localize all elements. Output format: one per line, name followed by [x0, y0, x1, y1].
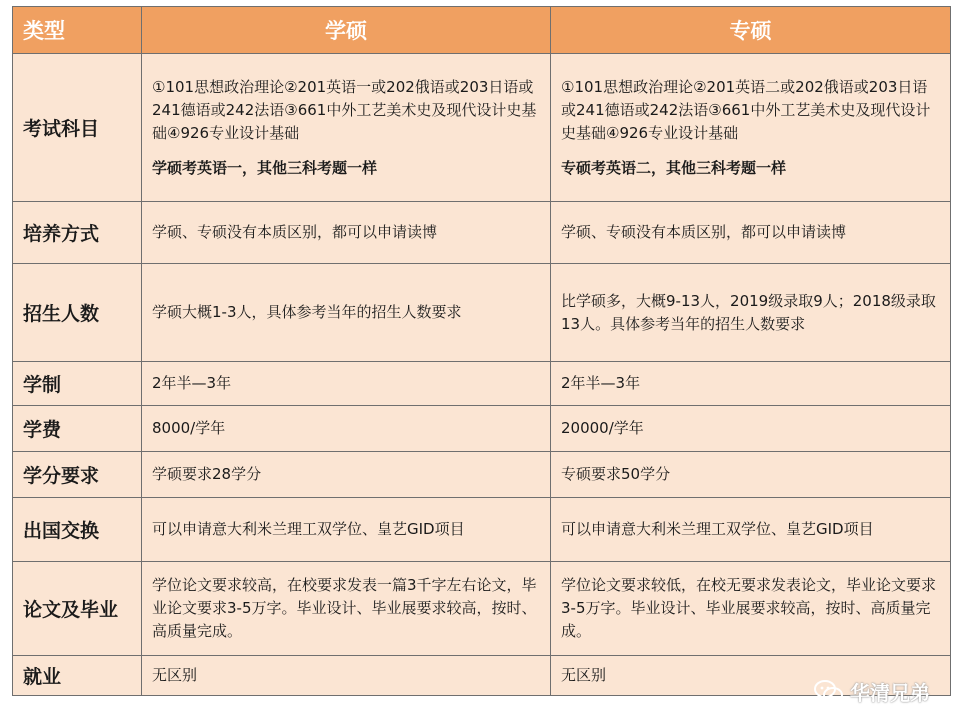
- cell-professional: [551, 452, 951, 498]
- row-thesis-graduation: [13, 562, 951, 656]
- row-label: 就业: [13, 656, 142, 696]
- cell-professional: [551, 54, 951, 202]
- cell-professional: [551, 202, 951, 264]
- cell-professional: [551, 406, 951, 452]
- watermark-text: 华清兄弟: [850, 681, 930, 705]
- cell-text: 无区别: [561, 666, 607, 684]
- cell-note: 学硕考英语一，其他三科考题一样: [152, 158, 378, 177]
- cell-text: 可以申请意大利米兰理工双学位、皇艺GID项目: [561, 520, 874, 538]
- cell-academic: [142, 656, 551, 696]
- row-label: 学分要求: [13, 452, 142, 498]
- cell-academic: [142, 362, 551, 406]
- row-label: 学制: [13, 362, 142, 406]
- row-label: 论文及毕业: [13, 562, 142, 656]
- cell-text: 无区别: [152, 666, 198, 684]
- row-label: 培养方式: [13, 202, 142, 264]
- cell-text: ①101思想政治理论②201英语一或202俄语或203日语或241德语或242法语③661中外工艺美术史及现代设计史基础④926专业设计基础: [152, 77, 537, 142]
- cell-academic: [142, 498, 551, 562]
- cell-text: 20000/学年: [561, 419, 644, 437]
- row-label: 出国交换: [13, 498, 142, 562]
- cell-academic: [142, 406, 551, 452]
- header-professional: 专硕: [551, 7, 951, 54]
- row-enrollment: [13, 264, 951, 362]
- row-exchange: [13, 498, 951, 562]
- cell-academic: [142, 202, 551, 264]
- header-type: 类型: [13, 7, 142, 54]
- cell-text: 2年半—3年: [561, 374, 641, 392]
- cell-text: 学位论文要求较高，在校要求发表一篇3千字左右论文，毕业论文要求3-5万字。毕业设计、毕业展要求较高，按时、高质量完成。: [152, 576, 537, 640]
- row-credits: [13, 452, 951, 498]
- cell-professional: [551, 362, 951, 406]
- cell-text: 比学硕多，大概9-13人，2019级录取9人；2018级录取13人。具体参考当年的招生人数要求: [561, 291, 936, 333]
- row-label: 招生人数: [13, 264, 142, 362]
- cell-academic: [142, 562, 551, 656]
- cell-note: 专硕考英语二，其他三科考题一样: [561, 158, 787, 177]
- cell-text: 学硕大概1-3人，具体参考当年的招生人数要求: [152, 303, 462, 321]
- header-row: [13, 7, 951, 54]
- cell-text: 专硕要求50学分: [561, 465, 671, 483]
- cell-professional: [551, 562, 951, 656]
- cell-text: 2年半—3年: [152, 374, 232, 392]
- cell-text: 学位论文要求较低，在校无要求发表论文，毕业论文要求3-5万字。毕业设计、毕业展要求较高，按时、高质量完成。: [561, 576, 937, 640]
- cell-text: 8000/学年: [152, 419, 226, 437]
- row-tuition: [13, 406, 951, 452]
- wechat-icon: [814, 679, 844, 705]
- row-training-mode: [13, 202, 951, 264]
- header-academic: 学硕: [142, 7, 551, 54]
- row-employment: [13, 656, 951, 696]
- watermark: [814, 677, 930, 706]
- cell-academic: [142, 264, 551, 362]
- cell-academic: [142, 54, 551, 202]
- row-label: 考试科目: [13, 54, 142, 202]
- cell-text: 学硕要求28学分: [152, 465, 262, 483]
- cell-text: 学硕、专硕没有本质区别，都可以申请读博: [561, 223, 847, 241]
- cell-text: ①101思想政治理论②201英语二或202俄语或203日语或241德语或242法语③661中外工艺美术史及现代设计史基础④926专业设计基础: [561, 77, 931, 142]
- row-label: 学费: [13, 406, 142, 452]
- cell-professional: [551, 498, 951, 562]
- cell-text: 可以申请意大利米兰理工双学位、皇艺GID项目: [152, 520, 465, 538]
- cell-professional: [551, 264, 951, 362]
- cell-text: 学硕、专硕没有本质区别，都可以申请读博: [152, 223, 438, 241]
- cell-academic: [142, 452, 551, 498]
- row-duration: [13, 362, 951, 406]
- row-exam-subjects: [13, 54, 951, 202]
- comparison-table: [12, 6, 951, 696]
